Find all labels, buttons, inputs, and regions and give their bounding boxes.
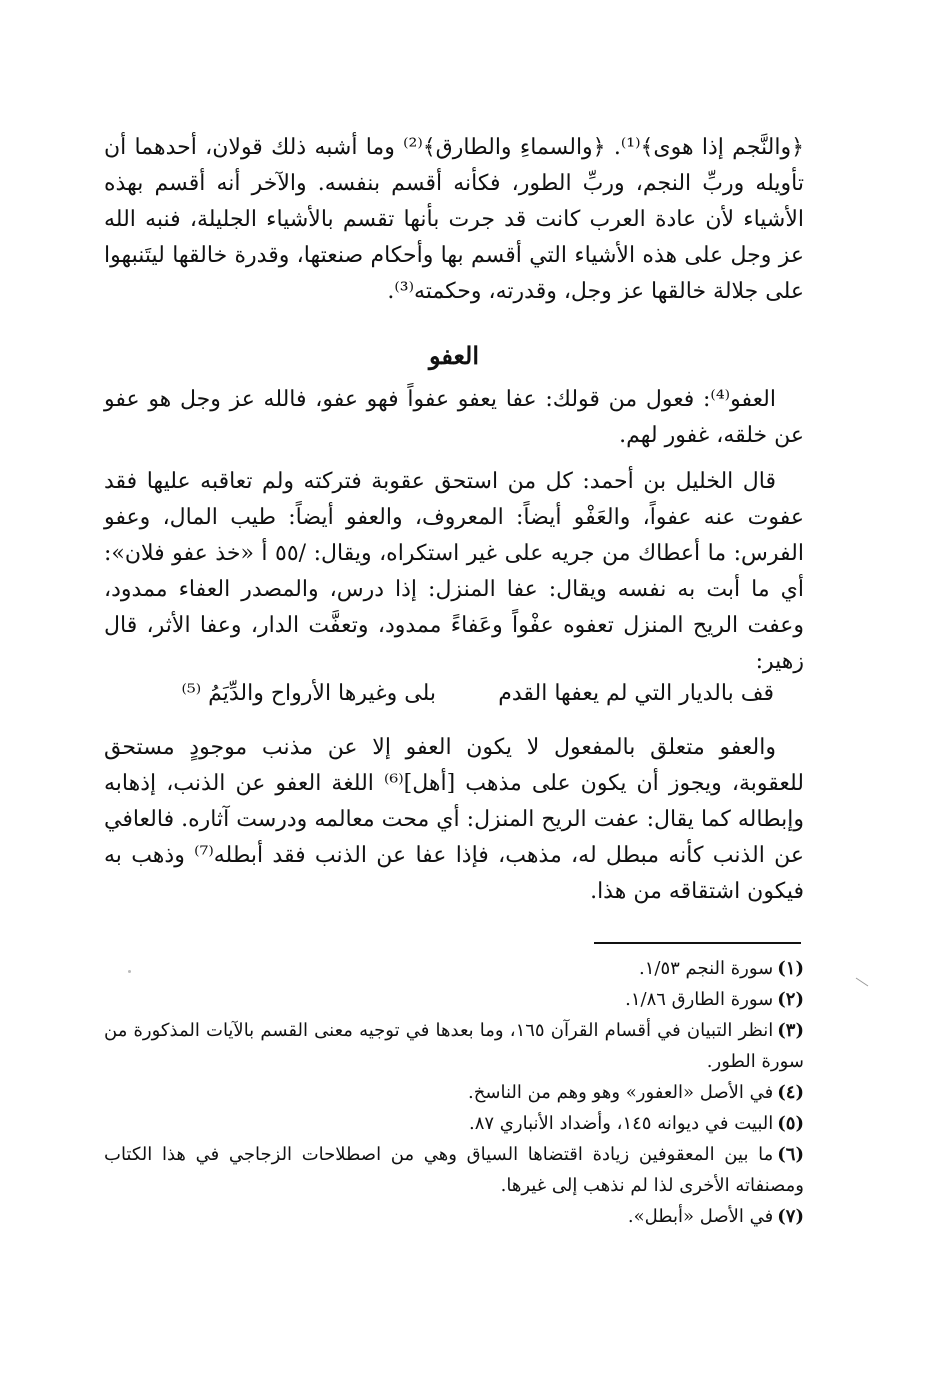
paragraph: والعفو متعلق بالمفعول لا يكون العفو إلا عن مذنب موجودٍ مستحق للعقوبة، ويجوز أن يكون على مذهب [أهل]⁽⁶⁾ اللغة العفو عن الذنب، إذهابه وإبطاله كما يقال: عفت الريح المنزل: أي محت معالمه ودرست آثاره. فالعافي عن الذنب كأنه مبطل له، مذهب، فإذا عفا عن الذنب فقد أبطله⁽⁷⁾ وذهب به فيكون اشتقاقه من هذا. <box>104 735 804 904</box>
footnote-text: سورة النجم ١/٥٣. <box>638 958 774 979</box>
footnote-text: في الأصل «العفور» وهو وهم من الناسخ. <box>468 1082 774 1103</box>
closing-paragraph-block <box>104 730 804 910</box>
footnote-number: (٧) <box>777 1206 804 1227</box>
footnotes <box>104 953 804 1232</box>
section-title: العفو <box>428 341 480 370</box>
verse-hemistich-first: قف بالديار التي لم يعفها القدم <box>498 681 774 706</box>
opening-paragraph-block <box>104 130 804 310</box>
paragraph: قال الخليل بن أحمد: كل من استحق عقوبة فتركته ولم تعاقبه عليها فقد عفوت عنه عفواً، والعَفْو أيضاً: المعروف، والعفو أيضاً: طيب المال، وعفو الفرس: ما أعطاك من جريه على غير استكراه، ويقال: /٥٥ أ «خذ عفو فلان»: أي ما أبت به نفسه ويقال: عفا المنزل: إذا درس، والمصدر العفاء ممدود، وعفت الريح المنزل تعفوه عفْواً وعَفاءً ممدود، وتعفَّت الدار، وعفا الأثر، قال زهير: <box>104 469 804 674</box>
footnote <box>104 1015 804 1077</box>
footnote-number: (٦) <box>777 1144 804 1165</box>
footnote <box>104 1139 804 1201</box>
verse-hemistich-second: بلى وغيرها الأرواح والدِّيَمُ ⁽⁵⁾ <box>181 681 436 706</box>
footnote <box>104 1108 804 1139</box>
footnote <box>104 953 804 984</box>
footnote-number: (٣) <box>777 1020 804 1041</box>
scan-speck <box>128 970 131 973</box>
footnote-text: في الأصل «أبطل». <box>627 1206 774 1227</box>
footnote-text: ما بين المعقوفين زيادة اقتضاها السياق وهي من اصطلاحات الزجاجي في هذا الكتاب ومصنفاته الأخرى لذا لم نذهب إلى غيرها. <box>104 1144 804 1196</box>
footnote-separator <box>594 942 801 944</box>
footnote-text: البيت في ديوانه ١٤٥، وأضداد الأنباري ٨٧. <box>469 1113 774 1134</box>
footnote-number: (٢) <box>777 989 804 1010</box>
footnote <box>104 1077 804 1108</box>
footnote-number: (١) <box>777 958 804 979</box>
footnote-text: انظر التبيان في أقسام القرآن ١٦٥، وما بعدها في توجيه معنى القسم بالآيات المذكورة من سورة الطور. <box>104 1020 804 1072</box>
paragraph: ﴿والنَّجم إذا هوى﴾⁽¹⁾. ﴿والسماءِ والطارق﴾⁽²⁾ وما أشبه ذلك قولان، أحدهما أن تأويله وربِّ النجم، وربِّ الطور، فكأنه أقسم بنفسه. والآخر أنه أقسم بهذه الأشياء لأن عادة العرب كانت قد جرت بأنها تقسم بالأشياء الجليلة، فنبه الله عز وجل على هذه الأشياء التي أقسم بها وأحكام صنعتها، وقدرة خالقها ليتَنبهوا على جلالة خالقها عز وجل، وقدرته، وحكمته⁽³⁾. <box>104 135 804 304</box>
footnote-number: (٤) <box>777 1082 804 1103</box>
footnote <box>104 984 804 1015</box>
scan-speck <box>855 977 869 987</box>
section-body <box>104 382 804 680</box>
footnote <box>104 1201 804 1232</box>
footnote-number: (٥) <box>777 1113 804 1134</box>
paragraph: العفو⁽⁴⁾: فعول من قولك: عفا يعفو عفواً فهو عفو، فالله عز وجل هو عفو عن خلقه، غفور لهم. <box>104 387 804 448</box>
footnote-text: سورة الطارق ١/٨٦. <box>625 989 774 1010</box>
